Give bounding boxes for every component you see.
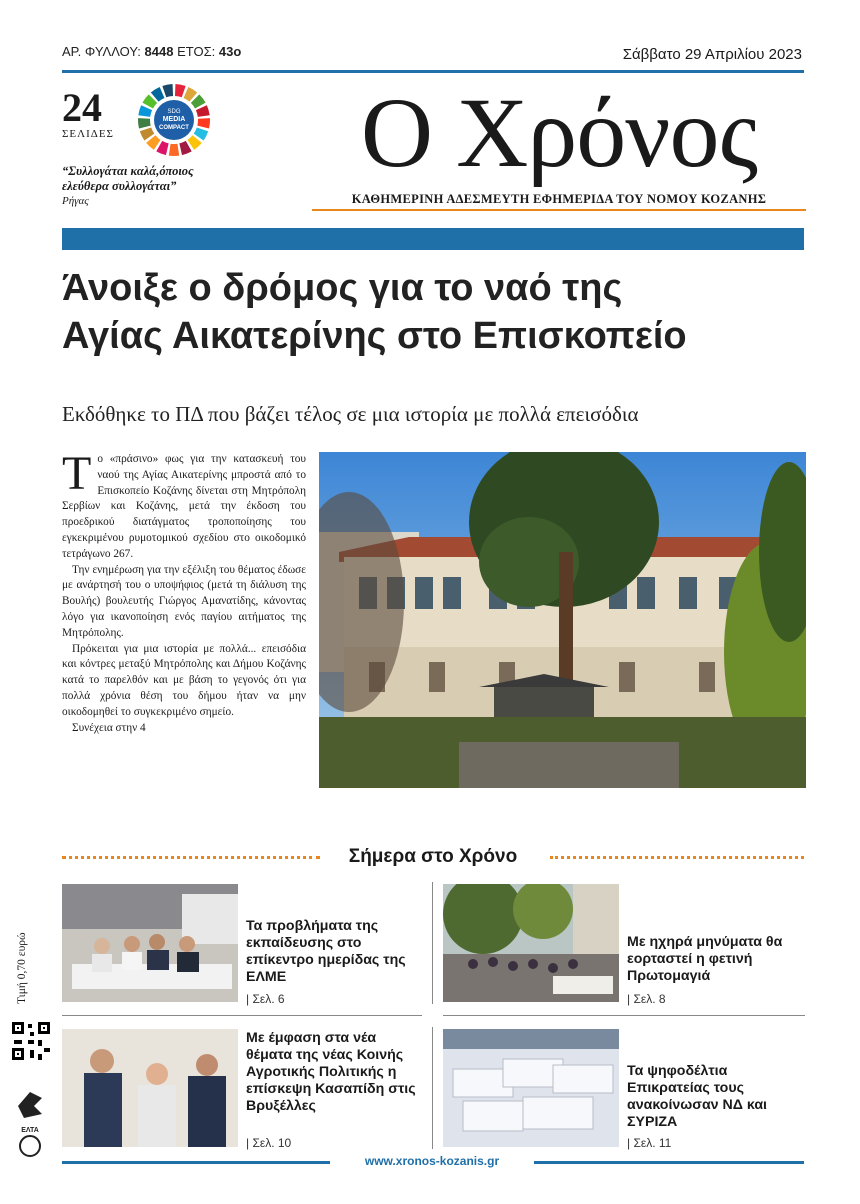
sdg-wheel-segment xyxy=(196,105,210,117)
teaser-1-title: Τα προβλήματα της εκπαίδευσης στο επίκεντρο ημερίδας της ΕΛΜΕ xyxy=(246,918,406,985)
quote xyxy=(62,164,194,194)
price-text: Τιμή 0,70 ευρώ xyxy=(16,932,28,1004)
headline-line-2: Αγίας Αικατερίνης στο Επισκοπείο xyxy=(62,315,687,357)
paragraph-1-text: ο «πράσινο» φως για την κατασκευή του ναού της Αγίας Αικατερίνης μπροστά από το Επισκοπείο Κοζάνης δίνεται στη Μητρόπολη Σερβίων και Κοζάνης, μετά την έκδοση του προεδρικού διατάγματος τροποποίησης του εγκεκριμένου ρυμοτομικού σχεδίου στο οικοδομικό τετράγωνο 267. xyxy=(62,453,306,560)
sdg-wheel-segment xyxy=(138,105,152,117)
elta-logo xyxy=(12,1088,48,1158)
teaser-2-image xyxy=(443,884,619,1002)
teaser-2-title: Με ηχηρά μηνύματα θα εορταστεί η φετινή Πρωτομαγιά xyxy=(627,934,783,984)
main-subhead: Εκδόθηκε το ΠΔ που βάζει τέλος σε μια ιστορία με πολλά επεισόδια xyxy=(62,402,639,426)
year-label: ΕΤΟΣ: xyxy=(177,44,216,59)
teaser-2-page: | Σελ. 8 xyxy=(627,992,666,1006)
teaser-1-image xyxy=(62,884,238,1002)
masthead-title: Ο Χρόνος xyxy=(360,77,758,188)
main-article-body xyxy=(62,447,306,736)
elta-text: ΕΛΤΑ xyxy=(21,1127,39,1134)
quote-line-2: ελεύθερα συλλογάται” xyxy=(62,179,177,193)
teaser-divider-bottom xyxy=(432,1027,433,1149)
quote-line-1: “Συλλογάται καλά,όποιος xyxy=(62,164,194,178)
teaser-3-image xyxy=(62,1029,238,1147)
article-paragraph-2: Την ενημέρωση για την εξέλιξη του θέματος έδωσε με ανάρτησή του ο υποψήφιος (μετά τη διάλυση της Βουλής) βουλευτής Γιώργος Αμανατίδης, κάνοντας λόγο για ικανοποίηση ενός παγίου αιτήματος της Μητρόπολης. xyxy=(62,563,306,639)
teaser-row-divider-left xyxy=(62,1015,422,1016)
article-paragraph-3: Πρόκειται για μια ιστορία με πολλά... επεισόδια και κόντρες μεταξύ Μητρόπολης και Δήμου Κοζάνης κατά το παρελθόν και με βάση το γεγονός ότι για πολλά χρόνια θέση του δήμου ήταν να μην οικοδομηθεί το συγκεκριμένο σημείο. xyxy=(62,642,306,718)
sdg-text-1: SDG xyxy=(167,109,181,115)
sdg-wheel-segment xyxy=(175,84,186,97)
footer-rule-right xyxy=(534,1161,804,1164)
dropcap: Τ xyxy=(62,447,92,500)
teaser-4-title: Τα ψηφοδέλτια Επικρατείας τους ανακοίνωσαν ΝΔ και ΣΥΡΙΖΑ xyxy=(627,1063,768,1130)
footer-rule-left xyxy=(62,1161,330,1164)
year-value: 43ο xyxy=(218,44,242,59)
pages-count: 24 xyxy=(62,85,102,130)
article-paragraph-1 xyxy=(62,447,306,563)
sdg-wheel-segment xyxy=(197,118,210,128)
continued-note: Συνέχεια στην 4 xyxy=(72,721,146,734)
today-section-title: Σήμερα στο Χρόνο xyxy=(348,846,518,867)
tagline-rule xyxy=(312,209,806,211)
section-divider-right xyxy=(550,856,804,859)
teaser-1-page: | Σελ. 6 xyxy=(246,992,285,1006)
top-rule xyxy=(62,70,804,73)
sdg-wheel-segment xyxy=(138,118,151,128)
teaser-4-image xyxy=(443,1029,619,1147)
headline-line-1: Άνοιξε ο δρόμος για το ναό της xyxy=(62,267,623,309)
teaser-3-page: | Σελ. 10 xyxy=(246,1136,292,1150)
sdg-wheel-segment xyxy=(162,84,173,97)
tagline: ΚΑΘΗΜΕΡΙΝΗ ΑΔΕΣΜΕΥΤΗ ΕΦΗΜΕΡΙΔΑ ΤΟΥ ΝΟΜΟΥ ΚΟΖΑΝΗΣ xyxy=(351,192,767,206)
qr-code-icon xyxy=(10,1020,52,1062)
teaser-3-title: Με έμφαση στα νέα θέματα της νέας Κοινής Αγροτικής Πολιτικής η επίσκεψη Κασαπίδη στις Βρυξέλλες xyxy=(246,1030,416,1114)
issue-number: 8448 xyxy=(144,44,174,59)
sdg-media-compact-logo xyxy=(136,82,212,158)
pages-label: ΣΕΛΙΔΕΣ xyxy=(62,128,114,140)
sdg-text-2: MEDIA xyxy=(162,116,186,123)
main-headline xyxy=(62,264,804,360)
main-photo-bishopric-building xyxy=(319,452,806,788)
quote-author: Ρήγας xyxy=(62,195,89,207)
price-label xyxy=(14,900,34,1010)
sdg-wheel-segment xyxy=(169,144,179,156)
issue-label: ΑΡ. ΦΥΛΛΟΥ: xyxy=(62,44,141,59)
teaser-row-divider-right xyxy=(443,1015,805,1016)
website-link[interactable]: www.xronos-kozanis.gr xyxy=(364,1154,500,1168)
issue-date: Σάββατο 29 Απριλίου 2023 xyxy=(622,46,802,63)
blue-banner xyxy=(62,228,804,250)
teaser-4-page: | Σελ. 11 xyxy=(627,1136,672,1150)
issue-info xyxy=(62,44,241,59)
teaser-divider-top xyxy=(432,882,433,1004)
sdg-text-3: COMPACT xyxy=(159,125,189,131)
